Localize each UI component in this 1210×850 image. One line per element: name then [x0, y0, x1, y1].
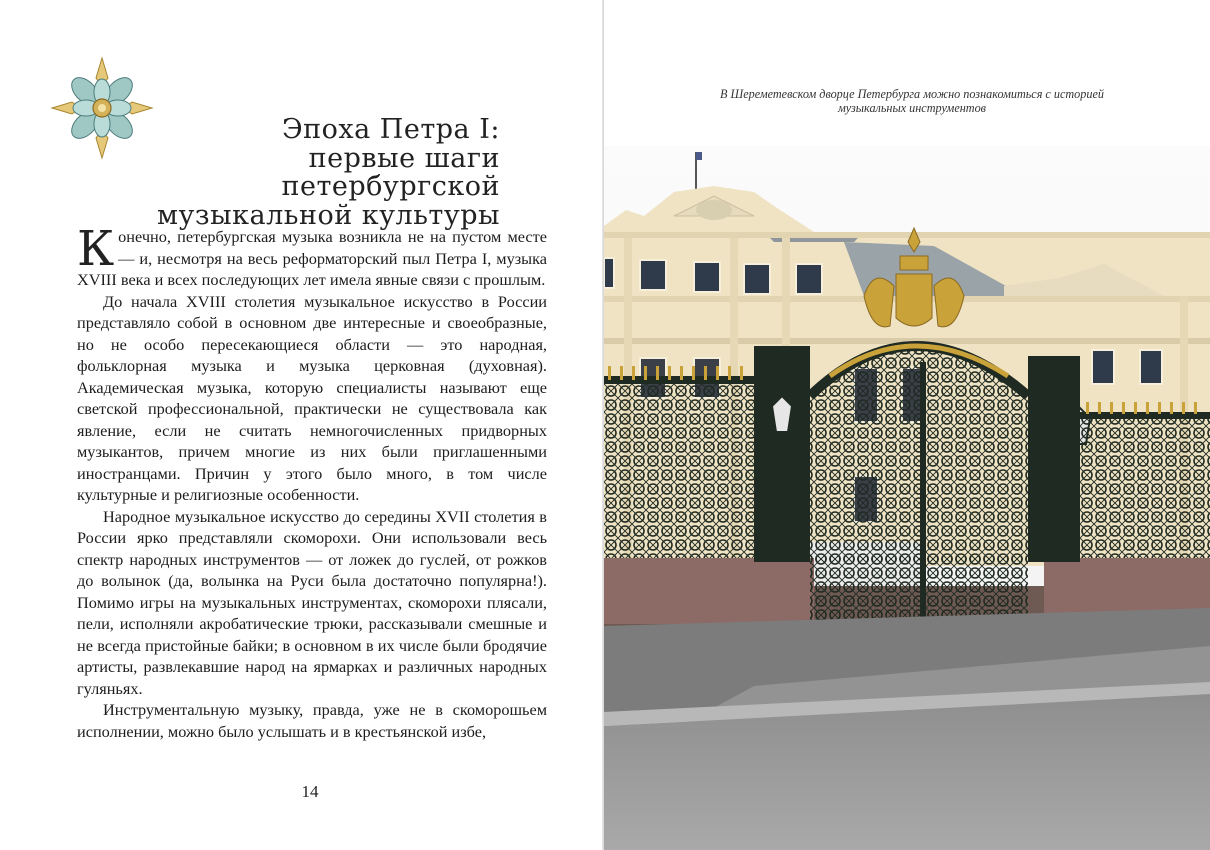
body-text	[77, 221, 547, 742]
paragraph-2: До начала XVIII столетия музыкальное искусство в России представляло собой в основном две интересные и своеобразные, но не особо пересекающиеся области — это народная, фольклорная музыка и музыка церковная (духовная). Академическая музыка, которую специалисты называют еще светской профессиональной, практически не существовала как явление, если не считать немногочисленных придворных музыкантов, причем многие из них были приглашенными иностранцами. Причин у этого было много, в том числе культурные и религиозные особенности.	[77, 291, 547, 504]
paragraph-3: Народное музыкальное искусство до середины XVII столетия в России ярко представляли скоморохи. Они использовали весь спектр народных инструментов — от ложек до гуслей, от рожков до волынок (да, волынка на Руси была достаточно популярна!). Помимо игры на музыкальных инструментах, скоморохи плясали, пели, исполняли акробатические трюки, рассказывали смешные и не всегда пристойные байки; в основном в их числе были бродячие артисты, развлекавшие народ на ярмарках и различных народных гуляньях.	[77, 506, 547, 698]
photo-caption-line-2: музыкальных инструментов	[838, 100, 986, 115]
paragraph-1	[77, 221, 547, 291]
right-page	[604, 0, 1210, 850]
page-number: 14	[301, 782, 319, 801]
left-page	[0, 0, 603, 850]
palace-gate-photo	[604, 146, 1210, 850]
drop-cap: К	[77, 221, 115, 277]
photo-caption-line-1: В Шереметевском дворце Петербурга можно познакомиться с историей	[720, 87, 1104, 101]
chapter-title-line-3: музыкальной культуры	[157, 199, 500, 231]
paragraph-1-text: онечно, петербургская музыка возникла не на пустом месте — и, несмотря на весь реформаторский пыл Петра I, музыка XVIII века и всех последующих лет имела явные связи с прошлым.	[77, 227, 547, 289]
photo-caption	[634, 88, 1190, 115]
chapter-title-line-1: Эпоха Петра I:	[281, 114, 500, 145]
paragraph-4: Инструментальную музыку, правда, уже не в скоморошьем исполнении, можно было услышать и в крестьянской избе,	[77, 700, 547, 741]
chapter-title	[100, 116, 500, 230]
chapter-title-line-2: первые шаги петербургской	[281, 142, 500, 202]
